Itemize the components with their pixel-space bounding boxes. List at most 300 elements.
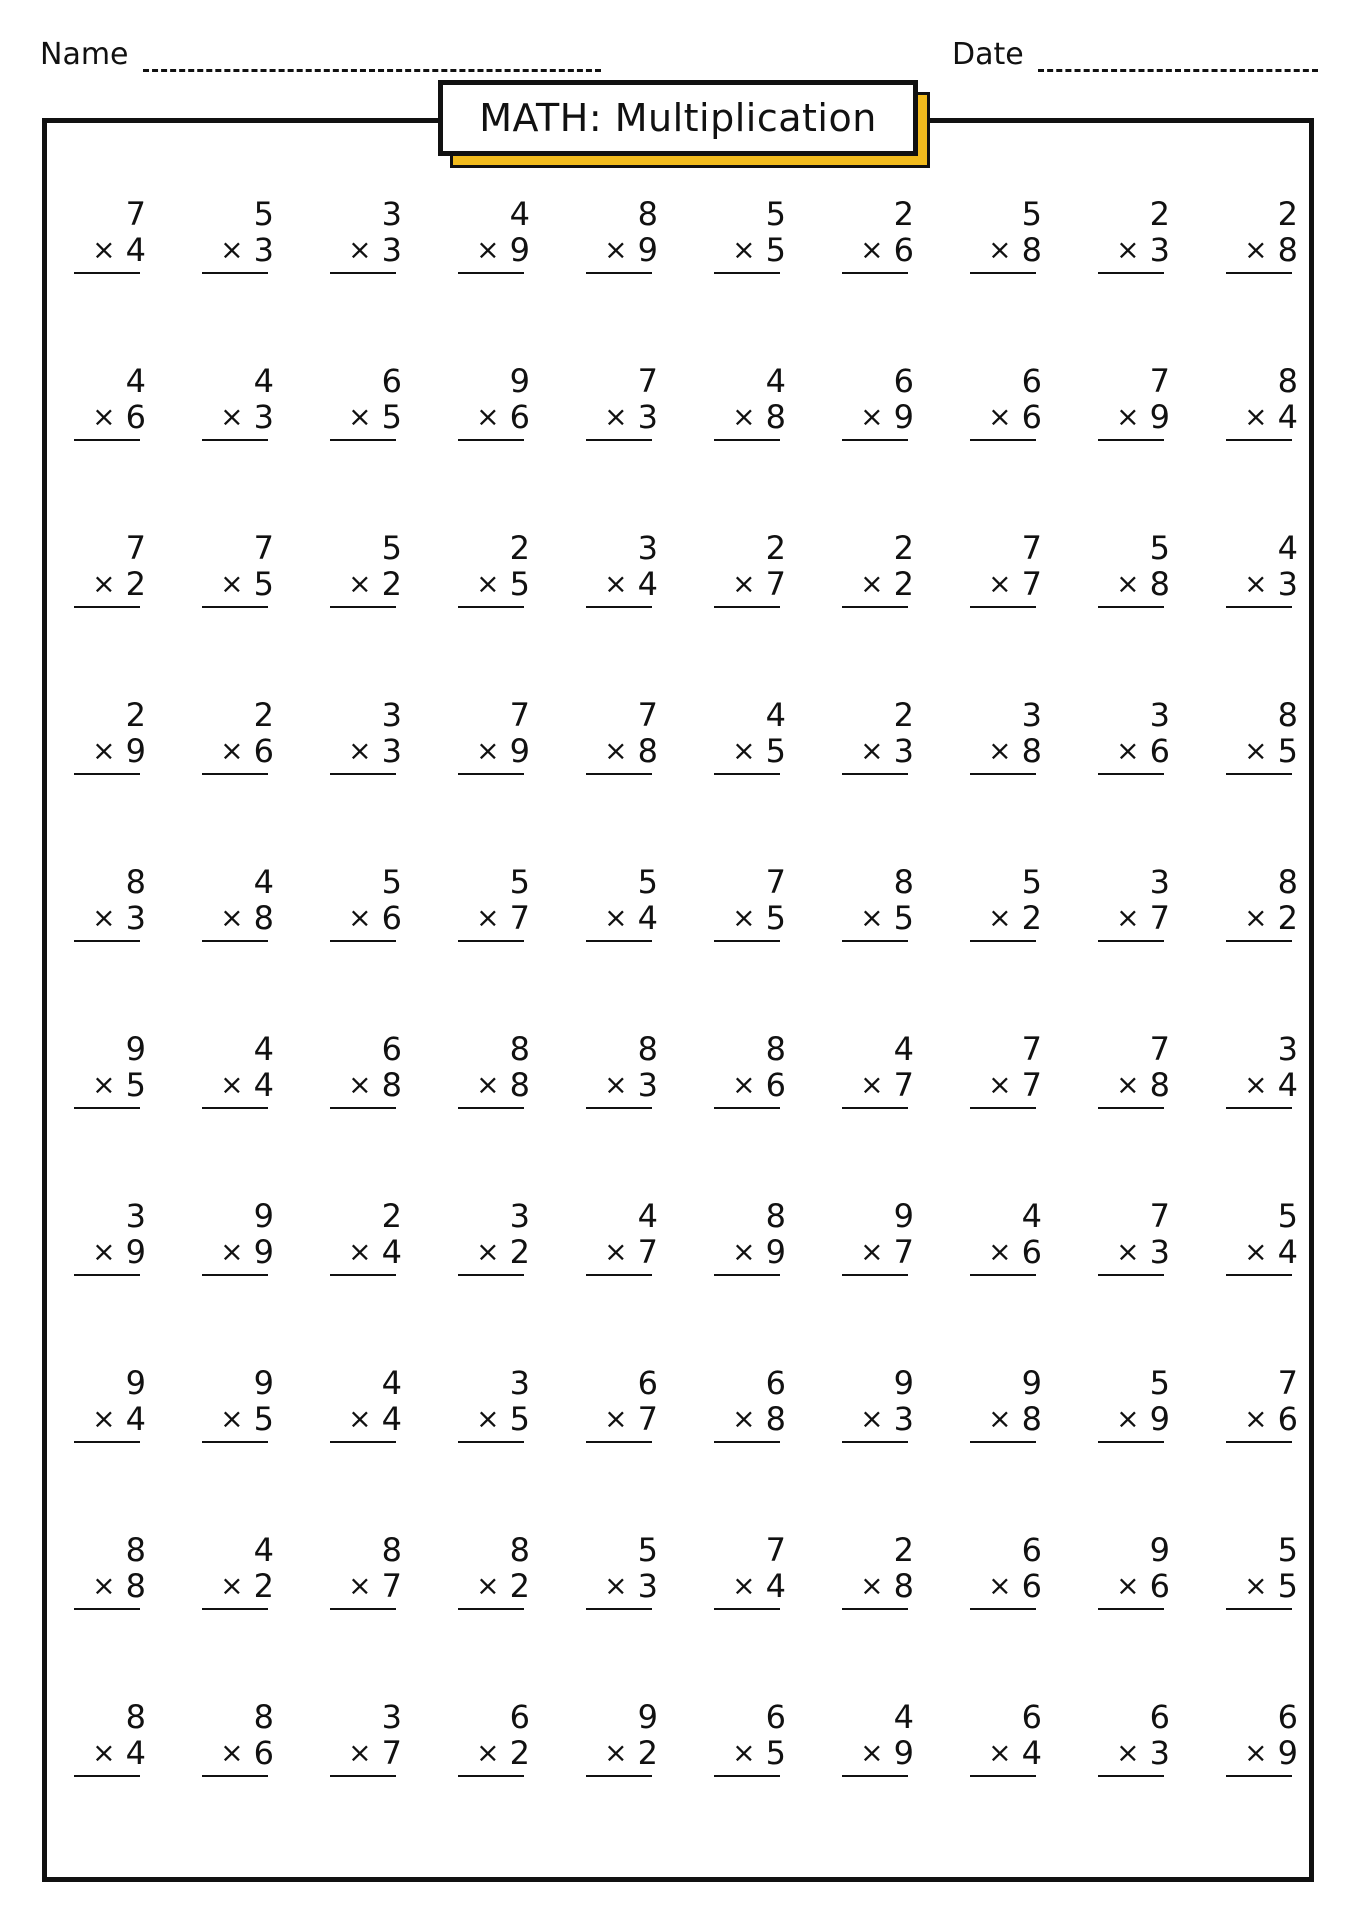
times-sign: ×	[92, 1402, 116, 1435]
times-sign: ×	[988, 233, 1012, 266]
answer-line	[1226, 1608, 1292, 1610]
multiplicand: 7	[637, 696, 658, 734]
problem	[1214, 1198, 1334, 1314]
multiplier-row	[1116, 1234, 1170, 1270]
multiplicand: 9	[893, 1197, 914, 1235]
multiplier-row	[988, 1401, 1042, 1437]
multiplier: 9	[125, 1233, 146, 1271]
problem	[702, 864, 822, 980]
multiplicand: 3	[509, 1364, 530, 1402]
multiplicand: 7	[1149, 1030, 1170, 1068]
multiplicand: 9	[253, 1197, 274, 1235]
name-field[interactable]	[40, 36, 601, 72]
multiplier: 6	[1021, 1233, 1042, 1271]
times-sign: ×	[860, 1068, 884, 1101]
multiplicand: 2	[1149, 195, 1170, 233]
multiplier: 2	[125, 565, 146, 603]
multiplier: 5	[1277, 732, 1298, 770]
times-sign: ×	[220, 1402, 244, 1435]
multiplicand: 2	[893, 529, 914, 567]
multiplicand: 8	[125, 863, 146, 901]
multiplier: 7	[637, 1400, 658, 1438]
multiplicand: 6	[381, 1030, 402, 1068]
multiplicand: 7	[125, 529, 146, 567]
problem	[446, 1365, 566, 1481]
answer-line	[330, 773, 396, 775]
times-sign: ×	[1244, 1235, 1268, 1268]
problem	[190, 1365, 310, 1481]
answer-line	[202, 1775, 268, 1777]
multiplicand: 8	[765, 1197, 786, 1235]
multiplier: 5	[765, 1734, 786, 1772]
multiplier-row	[860, 1067, 914, 1103]
multiplier-row	[1116, 900, 1170, 936]
times-sign: ×	[348, 1569, 372, 1602]
multiplicand: 3	[1277, 1030, 1298, 1068]
answer-line	[330, 1608, 396, 1610]
multiplier-row	[604, 1735, 658, 1771]
multiplier: 7	[1021, 1066, 1042, 1104]
multiplicand: 8	[125, 1698, 146, 1736]
problem	[190, 196, 310, 312]
multiplicand: 6	[765, 1364, 786, 1402]
multiplicand: 5	[1149, 1364, 1170, 1402]
answer-line	[202, 272, 268, 274]
times-sign: ×	[988, 400, 1012, 433]
problem	[574, 864, 694, 980]
multiplier: 5	[1277, 1567, 1298, 1605]
problem	[318, 697, 438, 813]
answer-line	[842, 272, 908, 274]
multiplicand: 8	[509, 1531, 530, 1569]
multiplier-row	[92, 232, 146, 268]
multiplier-row	[220, 1401, 274, 1437]
multiplier-row	[988, 1234, 1042, 1270]
multiplier-row	[92, 1401, 146, 1437]
multiplicand: 7	[637, 362, 658, 400]
problem	[702, 530, 822, 646]
multiplicand: 8	[637, 1030, 658, 1068]
answer-line	[714, 1107, 780, 1109]
times-sign: ×	[604, 1569, 628, 1602]
problem	[62, 697, 182, 813]
times-sign: ×	[348, 567, 372, 600]
times-sign: ×	[92, 1068, 116, 1101]
multiplier-row	[860, 1568, 914, 1604]
answer-line	[1226, 1441, 1292, 1443]
problem	[958, 1365, 1078, 1481]
multiplier-row	[92, 399, 146, 435]
multiplier-row	[476, 1234, 530, 1270]
answer-line	[1098, 1775, 1164, 1777]
answer-line	[970, 272, 1036, 274]
multiplier-row	[220, 1568, 274, 1604]
multiplicand: 8	[509, 1030, 530, 1068]
multiplicand: 3	[381, 195, 402, 233]
multiplier: 3	[125, 899, 146, 937]
times-sign: ×	[1116, 567, 1140, 600]
problem	[318, 196, 438, 312]
times-sign: ×	[220, 1569, 244, 1602]
problem	[830, 1031, 950, 1147]
multiplier: 7	[893, 1233, 914, 1271]
times-sign: ×	[1116, 1068, 1140, 1101]
problem	[702, 697, 822, 813]
problem	[1086, 864, 1206, 980]
problem	[958, 530, 1078, 646]
multiplier-row	[988, 1568, 1042, 1604]
multiplier-row	[604, 1568, 658, 1604]
multiplicand: 3	[1149, 696, 1170, 734]
multiplier-row	[860, 900, 914, 936]
multiplier-row	[860, 733, 914, 769]
problem	[1214, 1365, 1334, 1481]
multiplier: 3	[1277, 565, 1298, 603]
problem	[574, 196, 694, 312]
multiplicand: 4	[509, 195, 530, 233]
answer-line	[1098, 1441, 1164, 1443]
times-sign: ×	[604, 1068, 628, 1101]
multiplier: 5	[253, 565, 274, 603]
multiplier-row	[220, 1735, 274, 1771]
multiplicand: 3	[381, 696, 402, 734]
answer-line	[1226, 606, 1292, 608]
problem	[1214, 196, 1334, 312]
times-sign: ×	[988, 1235, 1012, 1268]
times-sign: ×	[92, 901, 116, 934]
multiplier: 9	[253, 1233, 274, 1271]
multiplier: 8	[1021, 732, 1042, 770]
answer-line	[842, 1274, 908, 1276]
multiplier: 4	[253, 1066, 274, 1104]
problem	[702, 196, 822, 312]
problem	[830, 1699, 950, 1815]
multiplicand: 6	[1149, 1698, 1170, 1736]
times-sign: ×	[860, 1235, 884, 1268]
multiplier: 7	[1021, 565, 1042, 603]
multiplicand: 7	[509, 696, 530, 734]
multiplier-row	[860, 1234, 914, 1270]
multiplier-row	[604, 1401, 658, 1437]
multiplier-row	[860, 566, 914, 602]
problem	[702, 1532, 822, 1648]
multiplier: 9	[125, 732, 146, 770]
answer-line	[458, 1775, 524, 1777]
multiplier: 4	[1277, 1066, 1298, 1104]
multiplier-row	[476, 566, 530, 602]
times-sign: ×	[1244, 1569, 1268, 1602]
multiplier-row	[1116, 1067, 1170, 1103]
problem	[446, 1198, 566, 1314]
problem	[830, 1365, 950, 1481]
answer-line	[458, 1441, 524, 1443]
times-sign: ×	[732, 567, 756, 600]
problem	[1086, 1532, 1206, 1648]
times-sign: ×	[220, 1235, 244, 1268]
answer-line	[842, 1775, 908, 1777]
multiplicand: 4	[253, 362, 274, 400]
answer-line	[842, 1441, 908, 1443]
times-sign: ×	[988, 901, 1012, 934]
answer-line	[202, 1274, 268, 1276]
problem-grid	[62, 195, 1298, 1815]
answer-line	[1226, 1775, 1292, 1777]
multiplicand: 8	[765, 1030, 786, 1068]
multiplier: 7	[1149, 899, 1170, 937]
name-blank-line[interactable]	[143, 49, 601, 72]
problem	[958, 1198, 1078, 1314]
times-sign: ×	[1244, 1736, 1268, 1769]
answer-line	[330, 940, 396, 942]
times-sign: ×	[348, 1736, 372, 1769]
multiplier-row	[988, 1735, 1042, 1771]
times-sign: ×	[1116, 1402, 1140, 1435]
problem	[1086, 196, 1206, 312]
times-sign: ×	[604, 1736, 628, 1769]
multiplier-row	[1244, 566, 1298, 602]
problem	[190, 1699, 310, 1815]
multiplier-row	[1116, 1568, 1170, 1604]
answer-line	[586, 1441, 652, 1443]
multiplier-row	[348, 399, 402, 435]
multiplicand: 3	[1149, 863, 1170, 901]
answer-line	[74, 1608, 140, 1610]
times-sign: ×	[476, 1569, 500, 1602]
answer-line	[1226, 773, 1292, 775]
answer-line	[202, 773, 268, 775]
answer-line	[970, 1608, 1036, 1610]
problem	[702, 1198, 822, 1314]
multiplier: 6	[253, 1734, 274, 1772]
problem	[62, 530, 182, 646]
multiplier: 9	[1277, 1734, 1298, 1772]
multiplier: 4	[637, 899, 658, 937]
multiplicand: 8	[381, 1531, 402, 1569]
worksheet-title: MATH: Multiplication	[479, 96, 877, 140]
times-sign: ×	[220, 1736, 244, 1769]
multiplier: 2	[893, 565, 914, 603]
problem	[446, 697, 566, 813]
times-sign: ×	[988, 1402, 1012, 1435]
answer-line	[202, 1107, 268, 1109]
multiplicand: 6	[765, 1698, 786, 1736]
times-sign: ×	[476, 1402, 500, 1435]
multiplier-row	[220, 733, 274, 769]
answer-line	[74, 940, 140, 942]
problem	[830, 864, 950, 980]
times-sign: ×	[348, 1402, 372, 1435]
multiplier: 2	[1277, 899, 1298, 937]
multiplier-row	[476, 733, 530, 769]
multiplier: 8	[765, 1400, 786, 1438]
multiplicand: 5	[509, 863, 530, 901]
date-field[interactable]	[952, 36, 1318, 72]
times-sign: ×	[476, 734, 500, 767]
answer-line	[74, 606, 140, 608]
answer-line	[74, 773, 140, 775]
answer-line	[586, 1274, 652, 1276]
problem	[62, 1198, 182, 1314]
problem	[190, 1198, 310, 1314]
problem	[190, 864, 310, 980]
answer-line	[1098, 439, 1164, 441]
answer-line	[586, 1107, 652, 1109]
multiplier-row	[732, 733, 786, 769]
problem	[1086, 1699, 1206, 1815]
answer-line	[330, 439, 396, 441]
times-sign: ×	[1244, 901, 1268, 934]
multiplier-row	[92, 900, 146, 936]
multiplier-row	[604, 1234, 658, 1270]
problem	[62, 1532, 182, 1648]
multiplier: 8	[637, 732, 658, 770]
answer-line	[970, 1107, 1036, 1109]
multiplier-row	[1244, 1234, 1298, 1270]
problem	[958, 196, 1078, 312]
multiplicand: 2	[509, 529, 530, 567]
problem	[1214, 864, 1334, 980]
times-sign: ×	[860, 1402, 884, 1435]
multiplicand: 4	[1021, 1197, 1042, 1235]
answer-line	[970, 940, 1036, 942]
worksheet-title-box	[438, 80, 918, 156]
multiplier-row	[348, 1568, 402, 1604]
multiplier-row	[220, 399, 274, 435]
multiplier-row	[92, 1568, 146, 1604]
problem	[830, 530, 950, 646]
multiplier: 2	[253, 1567, 274, 1605]
problem	[62, 864, 182, 980]
multiplicand: 9	[893, 1364, 914, 1402]
answer-line	[458, 1274, 524, 1276]
problem	[1086, 1365, 1206, 1481]
multiplier-row	[1244, 900, 1298, 936]
multiplier-row	[220, 232, 274, 268]
problem	[958, 1031, 1078, 1147]
answer-line	[458, 606, 524, 608]
multiplier: 5	[253, 1400, 274, 1438]
multiplier-row	[1244, 733, 1298, 769]
answer-line	[330, 1441, 396, 1443]
times-sign: ×	[476, 901, 500, 934]
multiplier-row	[92, 733, 146, 769]
multiplier-row	[732, 1568, 786, 1604]
multiplier-row	[732, 900, 786, 936]
multiplicand: 5	[253, 195, 274, 233]
multiplicand: 6	[1277, 1698, 1298, 1736]
times-sign: ×	[604, 233, 628, 266]
answer-line	[586, 606, 652, 608]
problem	[1086, 530, 1206, 646]
multiplicand: 6	[381, 362, 402, 400]
multiplier: 4	[1277, 398, 1298, 436]
multiplicand: 4	[893, 1698, 914, 1736]
answer-line	[1098, 773, 1164, 775]
answer-line	[74, 272, 140, 274]
multiplier-row	[860, 1735, 914, 1771]
multiplier: 9	[637, 231, 658, 269]
problem	[318, 1365, 438, 1481]
multiplier-row	[988, 566, 1042, 602]
multiplier-row	[732, 232, 786, 268]
times-sign: ×	[92, 400, 116, 433]
problem	[574, 1031, 694, 1147]
multiplier-row	[1244, 1735, 1298, 1771]
times-sign: ×	[732, 734, 756, 767]
answer-line	[842, 773, 908, 775]
multiplicand: 5	[1021, 195, 1042, 233]
problem	[958, 1532, 1078, 1648]
problem	[830, 1198, 950, 1314]
multiplier-row	[1244, 232, 1298, 268]
answer-line	[1226, 1107, 1292, 1109]
times-sign: ×	[732, 1235, 756, 1268]
answer-line	[714, 1274, 780, 1276]
multiplier-row	[604, 566, 658, 602]
date-blank-line[interactable]	[1038, 49, 1318, 72]
times-sign: ×	[220, 400, 244, 433]
answer-line	[714, 773, 780, 775]
multiplier: 7	[381, 1567, 402, 1605]
answer-line	[714, 439, 780, 441]
multiplier-row	[476, 1735, 530, 1771]
problem	[318, 864, 438, 980]
problem	[830, 196, 950, 312]
multiplier-row	[732, 1735, 786, 1771]
multiplicand: 4	[893, 1030, 914, 1068]
answer-line	[330, 1775, 396, 1777]
multiplier-row	[604, 399, 658, 435]
multiplier: 6	[1021, 1567, 1042, 1605]
times-sign: ×	[92, 567, 116, 600]
multiplier: 2	[509, 1567, 530, 1605]
answer-line	[586, 1608, 652, 1610]
multiplier-row	[988, 900, 1042, 936]
answer-line	[1098, 272, 1164, 274]
multiplicand: 9	[1021, 1364, 1042, 1402]
multiplicand: 6	[1021, 1698, 1042, 1736]
answer-line	[586, 773, 652, 775]
multiplicand: 8	[637, 195, 658, 233]
multiplier: 3	[1149, 231, 1170, 269]
problem	[702, 363, 822, 479]
times-sign: ×	[860, 901, 884, 934]
multiplier: 9	[893, 1734, 914, 1772]
answer-line	[202, 1441, 268, 1443]
answer-line	[74, 1274, 140, 1276]
answer-line	[714, 1775, 780, 1777]
multiplicand: 7	[1277, 1364, 1298, 1402]
problem	[318, 1699, 438, 1815]
times-sign: ×	[1116, 901, 1140, 934]
multiplier-row	[1116, 733, 1170, 769]
answer-line	[970, 606, 1036, 608]
times-sign: ×	[1244, 567, 1268, 600]
multiplier-row	[860, 399, 914, 435]
multiplier: 2	[509, 1734, 530, 1772]
multiplier: 6	[1149, 1567, 1170, 1605]
answer-line	[970, 1775, 1036, 1777]
times-sign: ×	[604, 1235, 628, 1268]
multiplier-row	[348, 733, 402, 769]
multiplicand: 2	[253, 696, 274, 734]
multiplier: 8	[253, 899, 274, 937]
multiplicand: 6	[1021, 1531, 1042, 1569]
answer-line	[74, 1107, 140, 1109]
multiplier-row	[988, 733, 1042, 769]
times-sign: ×	[604, 734, 628, 767]
multiplicand: 5	[765, 195, 786, 233]
